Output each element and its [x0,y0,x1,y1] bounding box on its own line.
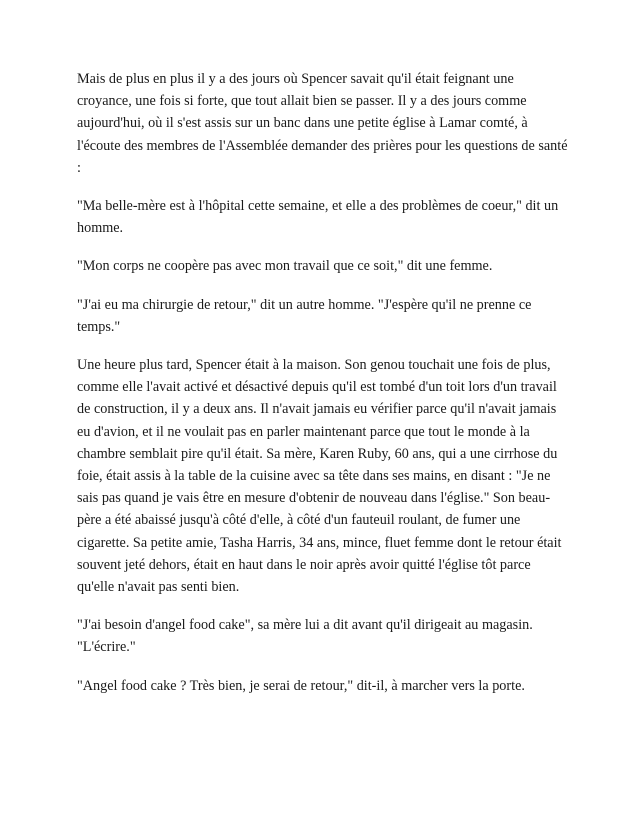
paragraph-4: "J'ai eu ma chirurgie de retour," dit un autre homme. "J'espère qu'il ne prenne ce temps." [77,296,532,335]
document-page [77,68,569,713]
paragraph-7: "Angel food cake ? Très bien, je serai de retour," dit-il, à marcher vers la porte. [77,677,525,694]
paragraph-6: "J'ai besoin d'angel food cake", sa mère lui a dit avant qu'il dirigeait au magasin. "L'écrire." [77,617,533,656]
paragraph-3: "Mon corps ne coopère pas avec mon travail que ce soit," dit une femme. [77,258,493,275]
paragraph-2: "Ma belle-mère est à l'hôpital cette semaine, et elle a des problèmes de coeur," dit un homme. [77,198,559,237]
paragraph-1: Mais de plus en plus il y a des jours où Spencer savait qu'il était feignant une croyance, une fois si forte, que tout allait bien se passer. Il y a des jours comme aujourd'hui, où il s'est assis sur un banc dans une petite église à Lamar comté, à l'écoute des membres de l'Assemblée demander des prières pour les questions de santé : [77,71,568,176]
paragraph-5: Une heure plus tard, Spencer était à la maison. Son genou touchait une fois de plus, comme elle l'avait activé et désactivé depuis qu'il est tombé d'un toit lors d'un travail de construction, il y a deux ans. Il n'avait jamais eu vérifier parce qu'il n'avait jamais eu d'avion, et il ne voulait pas en parler maintenant parce que tout le monde à la chambre semblait pire qu'il était. Sa mère, Karen Ruby, 60 ans, qui a une cirrhose du foie, était assis à la table de la cuisine avec sa tête dans ses mains, en disant : "Je ne sais pas quand je vais être en mesure d'obtenir de nouveau dans l'église." Son beau-père a été abaissé jusqu'à côté d'elle, à côté d'un fauteuil roulant, de fumer une cigarette. Sa petite amie, Tasha Harris, 34 ans, mince, fluet femme dont le retour était souvent jeté dehors, était en haut dans le noir après avoir quitté l'église tôt parce qu'elle n'avait pas senti bien. [77,357,562,596]
